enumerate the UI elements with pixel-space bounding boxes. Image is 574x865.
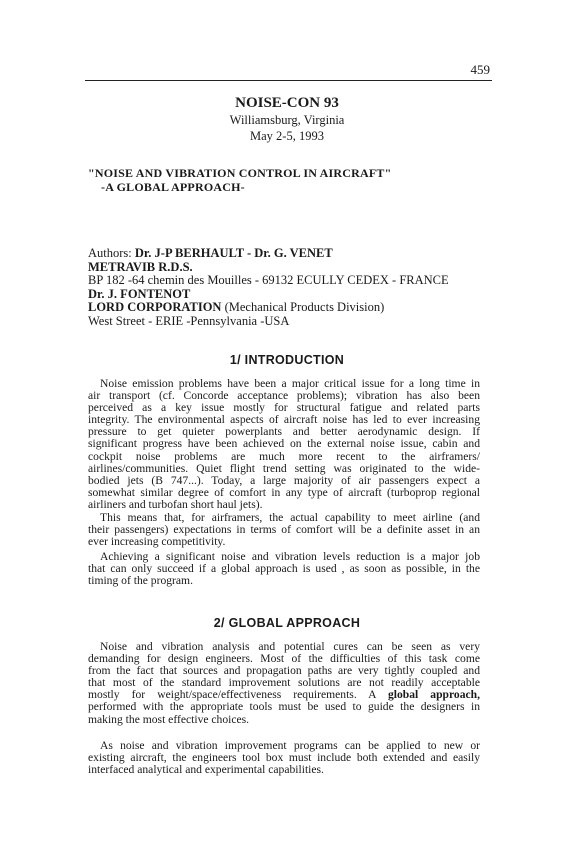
text-segment: mostly for weight/space/effectiveness requirements. A (88, 688, 388, 702)
text-line: integrity. The environmental aspects of aircraft noise has led to ever increasing (88, 413, 480, 427)
text-line: significant progress have been achieved on the external noise issue, cabin and (88, 437, 480, 451)
organization-2-line (88, 301, 449, 315)
text-line: Noise and vibration analysis and potential cures can be seen as very (100, 640, 480, 653)
text-line: existing aircraft, the engineers tool box must include both extended and easily (88, 751, 480, 765)
text-line: This means that, for airframers, the actual capability to meet airline (and (100, 511, 480, 524)
authors-block (88, 247, 449, 329)
authors-line (88, 247, 449, 261)
text-line: As noise and vibration improvement programs can be applied to new or (100, 739, 480, 752)
text-line: Noise emission problems have been a major critical issue for a long time in (100, 377, 480, 390)
text-line: that can only succeed if a global approach is used , as soon as possible, in the (88, 562, 480, 576)
section-2-heading: 2/ GLOBAL APPROACH (213, 616, 361, 630)
text-line: pressure to get quieter powerplants and better aerodynamic design. If (88, 425, 480, 439)
section-1-paragraph-2 (88, 512, 480, 548)
section-1-paragraph-1 (88, 378, 480, 511)
text-line: demanding for design engineers. Most of the difficulties of this task come (88, 652, 480, 666)
address-2: West Street - ERIE -Pennsylvania -USA (88, 313, 290, 328)
header-rule (85, 80, 492, 81)
paper-title-line-2: -A GLOBAL APPROACH- (101, 179, 245, 194)
section-2-paragraph-2 (88, 740, 480, 776)
text-line: somewhat similar degree of comfort in any type of aircraft (turboprop regional (88, 485, 480, 499)
organization-1: METRAVIB R.D.S. (88, 259, 193, 274)
text-line: Achieving a significant noise and vibration levels reduction is a major job (100, 550, 480, 563)
section-2-paragraph-1 (88, 641, 480, 726)
emphasis-global-approach: global approach, (387, 688, 480, 702)
organization-2: LORD CORPORATION (88, 300, 222, 315)
text-line: airlines/communities. Quiet flight trend setting was originated to the wide- (88, 461, 480, 475)
text-line: interfaced analytical and experimental capabilities. (88, 763, 324, 777)
conference-name: NOISE-CON 93 (235, 95, 339, 111)
text-line: from the fact that sources and propagation paths are very tightly coupled and (88, 664, 480, 678)
address-1: BP 182 -64 chemin des Mouilles - 69132 ECULLY CEDEX - FRANCE (88, 273, 449, 288)
page-number: 459 (470, 62, 490, 77)
text-line: perceived as a key issue mostly for structural fatigue and related parts (88, 401, 480, 415)
text-line: airliners and turbofan short haul jets). (88, 497, 263, 511)
conference-location: Williamsburg, Virginia (229, 113, 345, 127)
text-line: making the most effective choices. (88, 712, 250, 726)
author-names: Dr. J-P BERHAULT - Dr. G. VENET (134, 246, 333, 260)
text-line: that most of the standard improvement solutions are not readily acceptable (88, 676, 480, 690)
authors-prefix: Authors: (88, 246, 135, 260)
text-line: cockpit noise problems are much more recent to the airframers/ (88, 449, 480, 463)
text-line: ever increasing competitivity. (88, 535, 226, 549)
text-line: performed with the appropriate tools must be used to guide the designers in (88, 700, 480, 714)
section-1-heading: 1/ INTRODUCTION (229, 353, 345, 367)
text-line: air transport (cf. Concorde acceptance problems); vibration has also been (88, 389, 480, 403)
conference-dates: May 2-5, 1993 (250, 129, 324, 143)
text-line: timing of the program. (88, 574, 193, 588)
author-3: Dr. J. FONTENOT (88, 286, 191, 301)
text-line: their passengers) expectations in terms of comfort will be a definite asset in an (88, 523, 480, 537)
paper-title-line-1: "NOISE AND VIBRATION CONTROL IN AIRCRAFT" (88, 166, 392, 180)
section-1-paragraph-3 (88, 551, 480, 587)
organization-2-division: (Mechanical Products Division) (221, 300, 385, 315)
text-line: bodied jets (B 747...). Today, a large majority of air passengers expect a (88, 473, 480, 487)
paper-title (88, 167, 391, 194)
